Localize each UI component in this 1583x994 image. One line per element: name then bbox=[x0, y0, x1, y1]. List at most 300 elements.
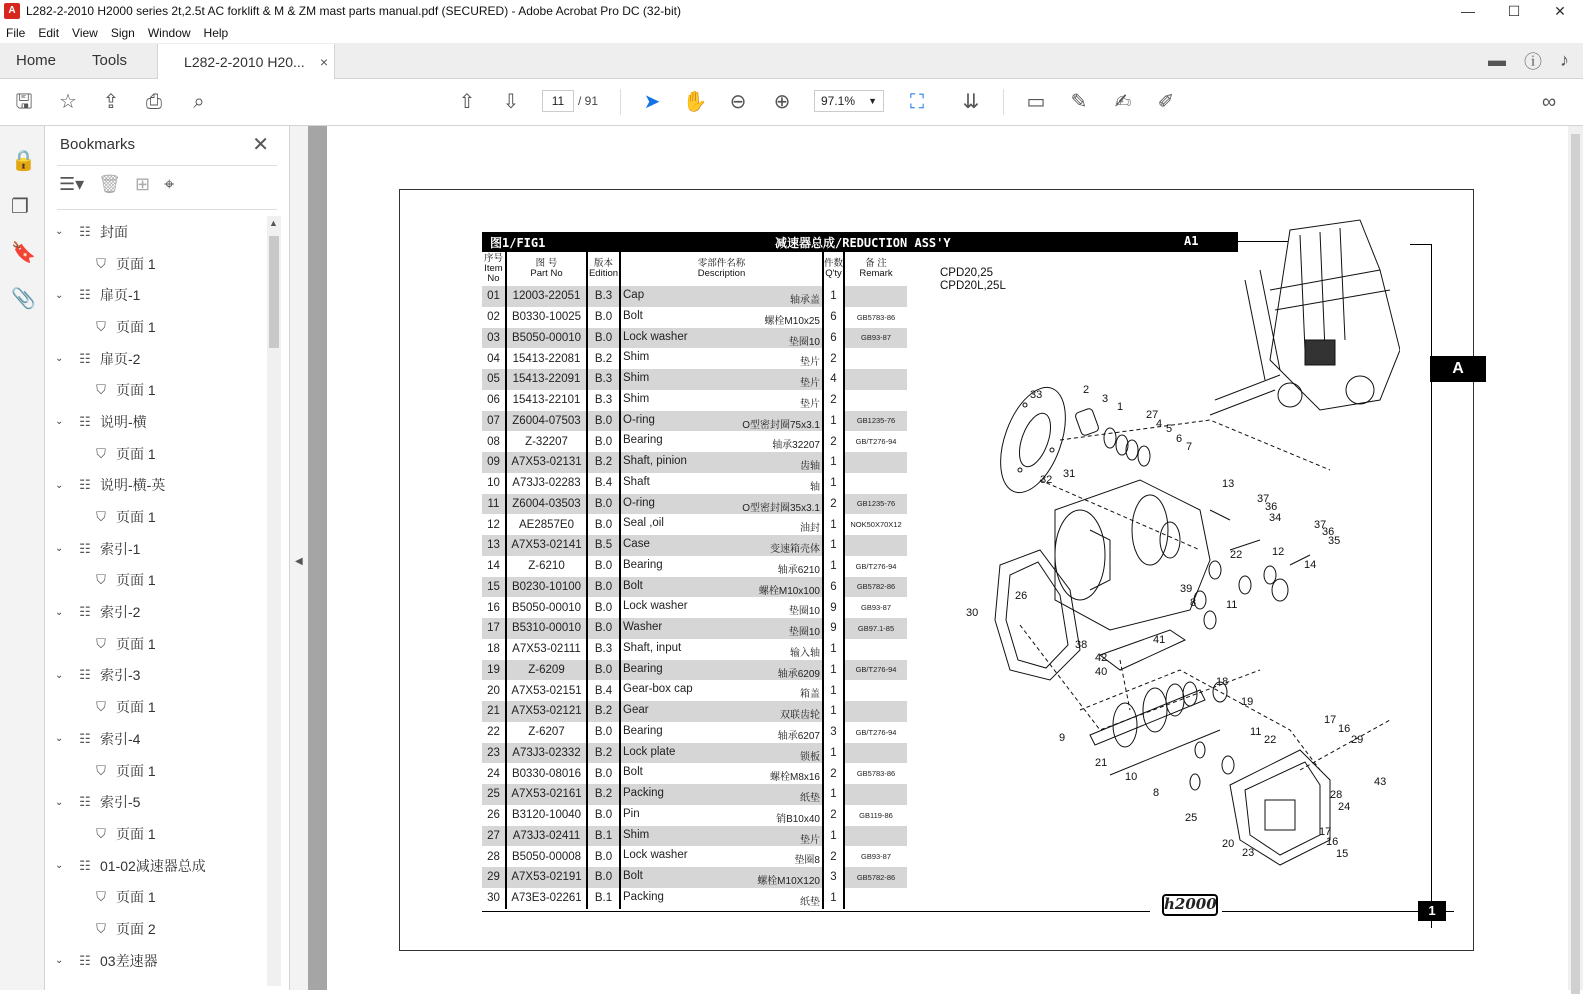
table-row bbox=[482, 494, 907, 515]
bookmark-label: 页面 1 bbox=[116, 635, 156, 652]
col-description: 零部件名称 Description bbox=[620, 252, 823, 286]
item-no: 20 bbox=[487, 684, 500, 697]
next-page-icon[interactable]: ⇩ bbox=[502, 91, 520, 113]
description bbox=[620, 369, 823, 390]
item-no: 03 bbox=[482, 328, 506, 349]
remark: GB5783-86 bbox=[856, 769, 896, 779]
menu-help[interactable]: Help bbox=[203, 25, 229, 40]
callout-label: 37 bbox=[1257, 493, 1270, 505]
remark bbox=[844, 701, 907, 722]
edition: B.0 bbox=[587, 328, 620, 349]
edition: B.0 bbox=[587, 722, 620, 743]
table-row bbox=[482, 784, 907, 805]
bookmark-group-icon: ☷ bbox=[79, 857, 91, 873]
description-en: Lock washer bbox=[623, 330, 688, 343]
chevron-down-icon[interactable]: ⌄ bbox=[55, 353, 64, 365]
bookmark-item[interactable] bbox=[45, 343, 267, 375]
table-row bbox=[482, 473, 907, 494]
item-no: 24 bbox=[487, 767, 500, 780]
divider bbox=[57, 209, 277, 210]
print-icon[interactable]: ⎙ bbox=[146, 91, 162, 113]
bookmark-group-icon: ☷ bbox=[79, 952, 91, 968]
part-no: B3120-10040 bbox=[506, 805, 587, 826]
qty: 6 bbox=[823, 307, 844, 328]
callout-label: 28 bbox=[1330, 789, 1343, 801]
item-no: 02 bbox=[487, 311, 500, 324]
callout-label: 30 bbox=[966, 607, 979, 619]
bookmark-group-icon: ☷ bbox=[79, 604, 91, 620]
bookmark-label: 页面 1 bbox=[116, 572, 156, 589]
edition: B.0 bbox=[587, 411, 620, 432]
window-title: L282-2-2010 H2000 series 2t,2.5t AC forklift & M & ZM mast parts manual.pdf (SECURED) - Adobe Acrobat Pro DC (32-bit) bbox=[26, 4, 681, 18]
callout-label: 31 bbox=[1063, 468, 1076, 480]
edition: B.0 bbox=[587, 307, 620, 328]
upload-icon[interactable]: ⇪ bbox=[102, 91, 120, 113]
bookmark-subitem[interactable] bbox=[45, 881, 267, 913]
item-no: 05 bbox=[482, 369, 506, 390]
chevron-down-icon[interactable]: ⌄ bbox=[55, 289, 64, 301]
callout-label: 9 bbox=[1059, 732, 1066, 744]
scroll-thumb[interactable] bbox=[269, 236, 279, 348]
table-row bbox=[482, 286, 907, 307]
col-remark: 备 注 Remark bbox=[859, 258, 893, 279]
qty: 2 bbox=[823, 846, 844, 867]
callout-label: 24 bbox=[1338, 801, 1351, 813]
help-icon[interactable]: ⓘ bbox=[1524, 51, 1542, 72]
edition: B.0 bbox=[587, 494, 620, 515]
minimize-button[interactable]: — bbox=[1461, 2, 1475, 19]
description-en: Bearing bbox=[623, 434, 663, 447]
bookmark-subitem[interactable] bbox=[45, 311, 267, 343]
qty: 1 bbox=[823, 639, 844, 660]
edition: B.0 bbox=[587, 660, 620, 681]
bookmarks-scrollbar[interactable] bbox=[267, 216, 281, 986]
edition: B.0 bbox=[587, 514, 620, 535]
description-en: Packing bbox=[623, 787, 664, 799]
bookmark-label: 01-02减速器总成 bbox=[100, 857, 206, 874]
bookmark-item[interactable] bbox=[45, 723, 267, 755]
save-icon[interactable]: 🖫 bbox=[15, 91, 33, 113]
new-bookmark-icon[interactable]: ⊞ bbox=[135, 174, 151, 194]
remark: GB119-86 bbox=[859, 810, 893, 820]
gasket bbox=[995, 550, 1080, 680]
description-cn: 轴承6207 bbox=[777, 730, 820, 742]
part-no: B0330-10025 bbox=[506, 307, 587, 328]
table-row bbox=[482, 535, 907, 556]
zoom-out-icon[interactable]: ⊖ bbox=[729, 91, 747, 113]
description-cn: 轴承盖 bbox=[790, 295, 820, 306]
star-icon[interactable]: ☆ bbox=[59, 91, 77, 113]
item-no: 22 bbox=[487, 726, 500, 739]
edition: B.2 bbox=[587, 452, 620, 473]
description-en: Bearing bbox=[623, 662, 663, 675]
tab-tools[interactable]: Tools bbox=[92, 52, 128, 69]
item-no: 17 bbox=[482, 618, 506, 639]
qty: 3 bbox=[823, 867, 844, 888]
bookmark-label: 索引-5 bbox=[100, 794, 141, 811]
bookmark-label: 索引-2 bbox=[100, 604, 141, 621]
qty: 2 bbox=[823, 805, 844, 826]
bookmark-label: 页面 1 bbox=[116, 318, 156, 335]
callout-label: 1 bbox=[1117, 401, 1124, 413]
bookmark-icon: ⛉ bbox=[96, 920, 106, 936]
item-no: 09 bbox=[482, 452, 506, 473]
callout-label: 27 bbox=[1146, 409, 1159, 421]
delete-icon[interactable]: 🗑 bbox=[98, 174, 122, 194]
cursor-icon[interactable]: ➤ bbox=[643, 91, 661, 113]
fit-page-icon[interactable]: ⛶ bbox=[910, 91, 924, 113]
description-en: Case bbox=[623, 538, 650, 550]
remark bbox=[844, 826, 907, 847]
edition: B.1 bbox=[587, 826, 620, 847]
part-no: Z6004-07503 bbox=[506, 411, 587, 432]
description bbox=[620, 328, 823, 349]
edition: B.2 bbox=[587, 701, 620, 722]
item-no: 11 bbox=[482, 494, 506, 515]
tab-document[interactable] bbox=[157, 44, 335, 80]
page-total: / 91 bbox=[578, 94, 599, 108]
part-no: A7X53-02191 bbox=[506, 867, 587, 888]
item-no: 04 bbox=[487, 352, 500, 365]
description-cn: 纸垫 bbox=[800, 896, 820, 908]
sign-icon[interactable]: ✍ bbox=[1114, 91, 1132, 113]
bookmark-subitem[interactable] bbox=[45, 628, 267, 660]
rule bbox=[482, 911, 1150, 912]
edit-icon[interactable]: ✐ bbox=[1157, 91, 1175, 113]
bookmark-label: 扉页-2 bbox=[100, 350, 141, 367]
hand-icon[interactable]: ✋ bbox=[682, 91, 708, 113]
qty: 4 bbox=[823, 369, 844, 390]
gear-assembly bbox=[1090, 682, 1234, 790]
remark bbox=[844, 535, 907, 556]
tab-document-label: L282-2-2010 H20... bbox=[184, 53, 305, 70]
bookmark-subitem[interactable] bbox=[45, 818, 267, 850]
lock-plate bbox=[1100, 630, 1185, 670]
chevron-down-icon[interactable]: ⌄ bbox=[55, 226, 64, 238]
bookmark-icon: ⛉ bbox=[96, 445, 106, 461]
description-en: Gear-box cap bbox=[623, 683, 693, 696]
item-no: 19 bbox=[482, 660, 506, 681]
item-no: 10 bbox=[487, 477, 500, 490]
part-no: B5310-00010 bbox=[506, 618, 587, 639]
description-cn: 销B10x40 bbox=[776, 813, 820, 825]
chevron-down-icon[interactable]: ⌄ bbox=[55, 479, 64, 491]
remark bbox=[844, 680, 907, 701]
bookmark-subitem[interactable] bbox=[45, 913, 267, 945]
close-icon[interactable]: ✕ bbox=[252, 134, 269, 156]
bookmark-item[interactable] bbox=[45, 850, 267, 882]
divider bbox=[57, 165, 277, 166]
panel-splitter[interactable] bbox=[290, 126, 308, 990]
callout-label: 7 bbox=[1186, 441, 1193, 453]
description-cn: 螺栓M8x16 bbox=[769, 772, 820, 784]
scroll-thumb[interactable] bbox=[1571, 134, 1580, 994]
bookmark-icon: ⛉ bbox=[96, 825, 106, 841]
table-row bbox=[482, 597, 907, 618]
comment-bubble-icon[interactable]: ▬ bbox=[1488, 50, 1506, 70]
description-en: Shim bbox=[623, 351, 650, 364]
part-no: Z-6210 bbox=[506, 556, 587, 577]
part-no: B5050-00010 bbox=[506, 597, 587, 618]
description-cn: 轴承6209 bbox=[777, 668, 820, 680]
bookmark-label: 索引-4 bbox=[100, 730, 141, 747]
bookmark-item[interactable] bbox=[45, 660, 267, 692]
description-cn: 变速箱壳体 bbox=[770, 544, 820, 555]
description bbox=[620, 846, 823, 867]
part-no: Z-6209 bbox=[506, 660, 587, 681]
bookmark-item[interactable] bbox=[45, 216, 267, 248]
tab-close-icon[interactable]: × bbox=[319, 53, 329, 70]
qty: 2 bbox=[823, 494, 844, 515]
description-en: Shim bbox=[623, 372, 650, 384]
remark: GB/T276-94 bbox=[855, 727, 897, 737]
edition: B.0 bbox=[587, 577, 620, 598]
tab-home[interactable]: Home bbox=[16, 52, 57, 69]
zoom-in-icon[interactable]: ⊕ bbox=[773, 91, 791, 113]
edition: B.1 bbox=[587, 888, 620, 909]
callout-label: 17 bbox=[1324, 714, 1337, 726]
bookmark-item[interactable] bbox=[45, 406, 267, 438]
bookmark-icon[interactable]: 🔖 bbox=[11, 242, 36, 264]
qty: 1 bbox=[823, 888, 844, 909]
bookmark-item[interactable] bbox=[45, 786, 267, 818]
table-row bbox=[482, 867, 907, 888]
table-row bbox=[482, 826, 907, 847]
edition: B.3 bbox=[587, 639, 620, 660]
scroll-up-icon[interactable]: ▲ bbox=[269, 218, 278, 228]
search-icon[interactable]: ⌕ bbox=[193, 91, 205, 113]
description-cn: 螺栓M10x25 bbox=[764, 315, 820, 327]
description-en: Shim bbox=[623, 828, 650, 841]
zoom-dropdown[interactable] bbox=[814, 90, 884, 112]
remark bbox=[844, 452, 907, 473]
description bbox=[620, 660, 823, 681]
rule bbox=[1410, 244, 1432, 245]
description bbox=[620, 577, 823, 598]
gearbox-case bbox=[1055, 480, 1210, 630]
description bbox=[620, 411, 823, 432]
description-cn: 输入轴 bbox=[790, 647, 820, 659]
chevron-down-icon[interactable]: ⌄ bbox=[55, 796, 64, 808]
page-tag: 1 bbox=[1418, 901, 1446, 921]
bookmark-group-icon: ☷ bbox=[79, 794, 91, 810]
bookmark-subitem[interactable] bbox=[45, 691, 267, 723]
description bbox=[620, 888, 823, 909]
description bbox=[620, 286, 823, 307]
find-bookmark-icon[interactable]: ⌖ bbox=[164, 174, 175, 194]
bookmark-item[interactable] bbox=[45, 596, 267, 628]
menu-window[interactable]: Window bbox=[147, 25, 191, 40]
item-no: 06 bbox=[487, 394, 500, 407]
bookmark-label: 页面 1 bbox=[116, 382, 156, 399]
menu-edit[interactable]: Edit bbox=[38, 25, 60, 40]
close-window-button[interactable]: ✕ bbox=[1554, 2, 1566, 19]
bookmark-item[interactable] bbox=[45, 470, 267, 502]
col-edition: 版本 Edition bbox=[587, 252, 620, 286]
highlight-icon[interactable]: ✎ bbox=[1070, 91, 1088, 113]
callout-label: 16 bbox=[1326, 836, 1339, 848]
lock-icon[interactable]: 🔒 bbox=[11, 150, 36, 172]
bookmark-subitem[interactable] bbox=[45, 755, 267, 787]
chevron-down-icon[interactable]: ⌄ bbox=[55, 669, 64, 681]
description bbox=[620, 805, 823, 826]
callout-label: 36 bbox=[1322, 526, 1335, 538]
table-row bbox=[482, 680, 907, 701]
bookmark-label: 封面 bbox=[100, 223, 128, 240]
menu-view[interactable]: View bbox=[72, 25, 98, 40]
callout-label: 21 bbox=[1095, 757, 1108, 769]
bookmark-subitem[interactable] bbox=[45, 248, 267, 280]
pages-icon[interactable]: ❐ bbox=[11, 196, 29, 218]
table-row bbox=[482, 888, 907, 909]
menu-file[interactable]: File bbox=[6, 25, 26, 40]
edition: B.0 bbox=[587, 556, 620, 577]
bookmark-group-icon: ☷ bbox=[79, 730, 91, 746]
document-scrollbar[interactable] bbox=[1568, 126, 1583, 990]
description bbox=[620, 618, 823, 639]
chevron-down-icon: ▼ bbox=[868, 96, 877, 106]
remark bbox=[844, 473, 907, 494]
edition: B.3 bbox=[587, 286, 620, 307]
bookmark-subitem[interactable] bbox=[45, 565, 267, 597]
chevron-down-icon[interactable]: ⌄ bbox=[55, 860, 64, 872]
description-en: Shaft, input bbox=[623, 641, 682, 654]
description bbox=[620, 743, 823, 764]
edition: B.0 bbox=[587, 867, 620, 888]
item-no: 28 bbox=[487, 850, 500, 863]
item-no: 08 bbox=[487, 435, 500, 448]
description-cn: 垫圈8 bbox=[794, 855, 820, 867]
description bbox=[620, 867, 823, 888]
item-no: 07 bbox=[482, 411, 506, 432]
qty: 1 bbox=[823, 660, 844, 681]
bookmark-subitem[interactable] bbox=[45, 438, 267, 470]
remark bbox=[844, 888, 907, 909]
bookmark-item[interactable] bbox=[45, 279, 267, 311]
qty: 1 bbox=[823, 535, 844, 556]
item-no: 25 bbox=[482, 784, 506, 805]
chevron-down-icon[interactable]: ⌄ bbox=[55, 955, 64, 967]
part-no: B5050-00008 bbox=[506, 846, 587, 867]
bookmark-group-icon: ☷ bbox=[79, 287, 91, 303]
callout-label: 38 bbox=[1075, 639, 1088, 651]
prev-page-icon[interactable]: ⇧ bbox=[458, 91, 476, 113]
acrobat-app-icon: A bbox=[4, 3, 20, 19]
attachment-icon[interactable]: 📎 bbox=[11, 288, 36, 310]
rule bbox=[1431, 244, 1432, 928]
bookmark-label: 页面 2 bbox=[116, 920, 156, 937]
options-menu-icon[interactable]: ☰▾ bbox=[59, 174, 85, 194]
zoom-value: 97.1% bbox=[821, 94, 856, 108]
callout-label: 37 bbox=[1314, 519, 1327, 531]
remark bbox=[844, 784, 907, 805]
qty: 2 bbox=[823, 763, 844, 784]
remark bbox=[844, 348, 907, 369]
table-row bbox=[482, 452, 907, 473]
bookmarks-title: Bookmarks bbox=[60, 136, 136, 153]
remark: GB5782-86 bbox=[844, 577, 907, 598]
bookmark-group-icon: ☷ bbox=[79, 667, 91, 683]
comment-icon[interactable]: ▭ bbox=[1026, 91, 1046, 113]
maximize-button[interactable]: ☐ bbox=[1507, 2, 1521, 19]
bookmark-label: 说明-横-英 bbox=[100, 477, 166, 494]
callout-label: 14 bbox=[1304, 559, 1317, 571]
edition: B.0 bbox=[587, 597, 620, 618]
remark: GB/T276-94 bbox=[855, 437, 897, 447]
chevron-down-icon[interactable]: ⌄ bbox=[55, 606, 64, 618]
description-cn: O型密封圈75x3.1 bbox=[742, 419, 820, 431]
bookmark-icon: ⛉ bbox=[96, 635, 106, 651]
callout-label: 12 bbox=[1272, 546, 1285, 558]
description-en: Shim bbox=[623, 392, 650, 405]
bookmark-item[interactable] bbox=[45, 533, 267, 565]
item-no: 23 bbox=[482, 743, 506, 764]
edition: B.0 bbox=[587, 431, 620, 452]
callout-label: 18 bbox=[1216, 676, 1229, 688]
qty: 2 bbox=[823, 390, 844, 411]
callout-label: 35 bbox=[1328, 535, 1341, 547]
item-no: 15 bbox=[482, 577, 506, 598]
description-en: Bolt bbox=[623, 766, 643, 779]
edition: B.4 bbox=[587, 680, 620, 701]
part-no: AE2857E0 bbox=[506, 514, 587, 535]
chevron-down-icon[interactable]: ⌄ bbox=[55, 416, 64, 428]
bookmark-group-icon: ☷ bbox=[79, 477, 91, 493]
figure-code: A1 bbox=[1184, 234, 1199, 248]
qty: 1 bbox=[823, 784, 844, 805]
description-en: Bearing bbox=[623, 724, 663, 737]
callout-label: 29 bbox=[1351, 734, 1364, 746]
model-line: CPD20L,25L bbox=[940, 280, 1006, 292]
bookmark-icon: ⛉ bbox=[96, 318, 106, 334]
document-view[interactable] bbox=[327, 126, 1568, 990]
chevron-down-icon[interactable]: ⌄ bbox=[55, 733, 64, 745]
bookmark-item[interactable] bbox=[45, 945, 267, 977]
remark: GB93-87 bbox=[860, 852, 892, 862]
description-en: Pin bbox=[623, 807, 640, 820]
description-cn: 螺栓M10x100 bbox=[758, 585, 820, 597]
callout-label: 11 bbox=[1250, 726, 1262, 738]
item-no: 12 bbox=[487, 518, 500, 531]
page-number-input[interactable]: 11 bbox=[542, 90, 574, 112]
collapse-panel-icon[interactable]: ◀ bbox=[295, 556, 303, 567]
description-cn: 垫片 bbox=[800, 398, 820, 410]
description-en: Shaft, pinion bbox=[623, 455, 687, 467]
table-row bbox=[482, 369, 907, 390]
description-cn: 轴承6210 bbox=[777, 564, 820, 576]
bell-icon[interactable]: ♪ bbox=[1560, 50, 1569, 70]
description-cn: 垫片 bbox=[800, 378, 820, 389]
chevron-down-icon[interactable]: ⌄ bbox=[55, 543, 64, 555]
description-en: Lock washer bbox=[623, 600, 688, 613]
scroll-mode-icon[interactable]: ⇊ bbox=[962, 91, 980, 113]
menu-sign[interactable]: Sign bbox=[110, 25, 135, 40]
description bbox=[620, 826, 823, 847]
figure-number: 图1/FIG1 bbox=[490, 236, 546, 250]
bookmark-subitem[interactable] bbox=[45, 374, 267, 406]
description-en: Bearing bbox=[623, 558, 663, 571]
share-link-icon[interactable]: ∞ bbox=[1541, 91, 1557, 113]
table-row bbox=[482, 556, 907, 577]
bookmark-subitem[interactable] bbox=[45, 501, 267, 533]
description bbox=[620, 597, 823, 618]
callout-label: 4 bbox=[1156, 418, 1163, 430]
qty: 9 bbox=[823, 597, 844, 618]
item-no: 01 bbox=[482, 286, 506, 307]
table-row bbox=[482, 307, 907, 328]
description-en: Bolt bbox=[623, 579, 643, 592]
col-qty: 件数 Q'ty bbox=[823, 252, 844, 286]
